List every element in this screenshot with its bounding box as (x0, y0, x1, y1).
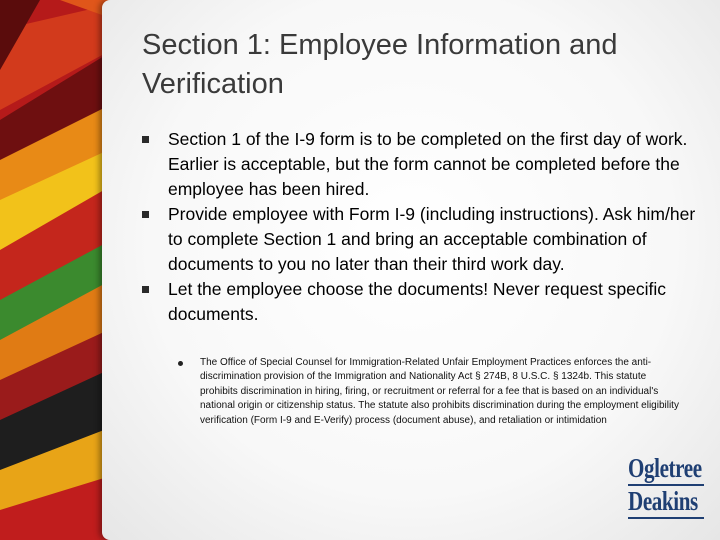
ogletree-deakins-logo (628, 455, 712, 531)
square-bullet-icon (142, 136, 149, 143)
bullet-item (140, 127, 700, 202)
square-bullet-icon (142, 211, 149, 218)
bullet-item (140, 277, 700, 327)
sub-bullet-item (176, 356, 686, 428)
logo-line2: Deakins (628, 486, 698, 516)
round-bullet-icon (178, 361, 183, 366)
bullet-list (140, 127, 700, 327)
bullet-text: Section 1 of the I-9 form is to be completed on the first day of work. Earlier is acceptable, but the form cannot be completed before the employee has been hired. (168, 129, 688, 199)
logo-divider (628, 517, 704, 519)
slide-title: Section 1: Employee Information and Verification (142, 29, 618, 100)
sub-bullet-text: The Office of Special Counsel for Immigration-Related Unfair Employment Practices enforces the anti-discrimination provision of the Immigration and Nationality Act § 274B, 8 U.S.C. § 1324b. This statute prohibits discrimination in hiring, firing, or recruitment or referral for a fee that is based on an individual's national origin or citizenship status. The statute also prohibits discrimination during the employment eligibility verification (Form I-9 and E-Verify) process (document abuse), and retaliation or intimidation (200, 357, 679, 426)
bullet-item (140, 202, 700, 277)
bullet-text: Provide employee with Form I-9 (including instructions). Ask him/her to complete Section 1 and bring an acceptable combination of documents to you no later than their third work day. (168, 204, 696, 274)
square-bullet-icon (142, 286, 149, 293)
sub-bullet-list (176, 356, 686, 428)
bullet-text: Let the employee choose the documents! Never request specific documents. (168, 279, 667, 324)
logo-line1: Ogletree (628, 453, 702, 483)
